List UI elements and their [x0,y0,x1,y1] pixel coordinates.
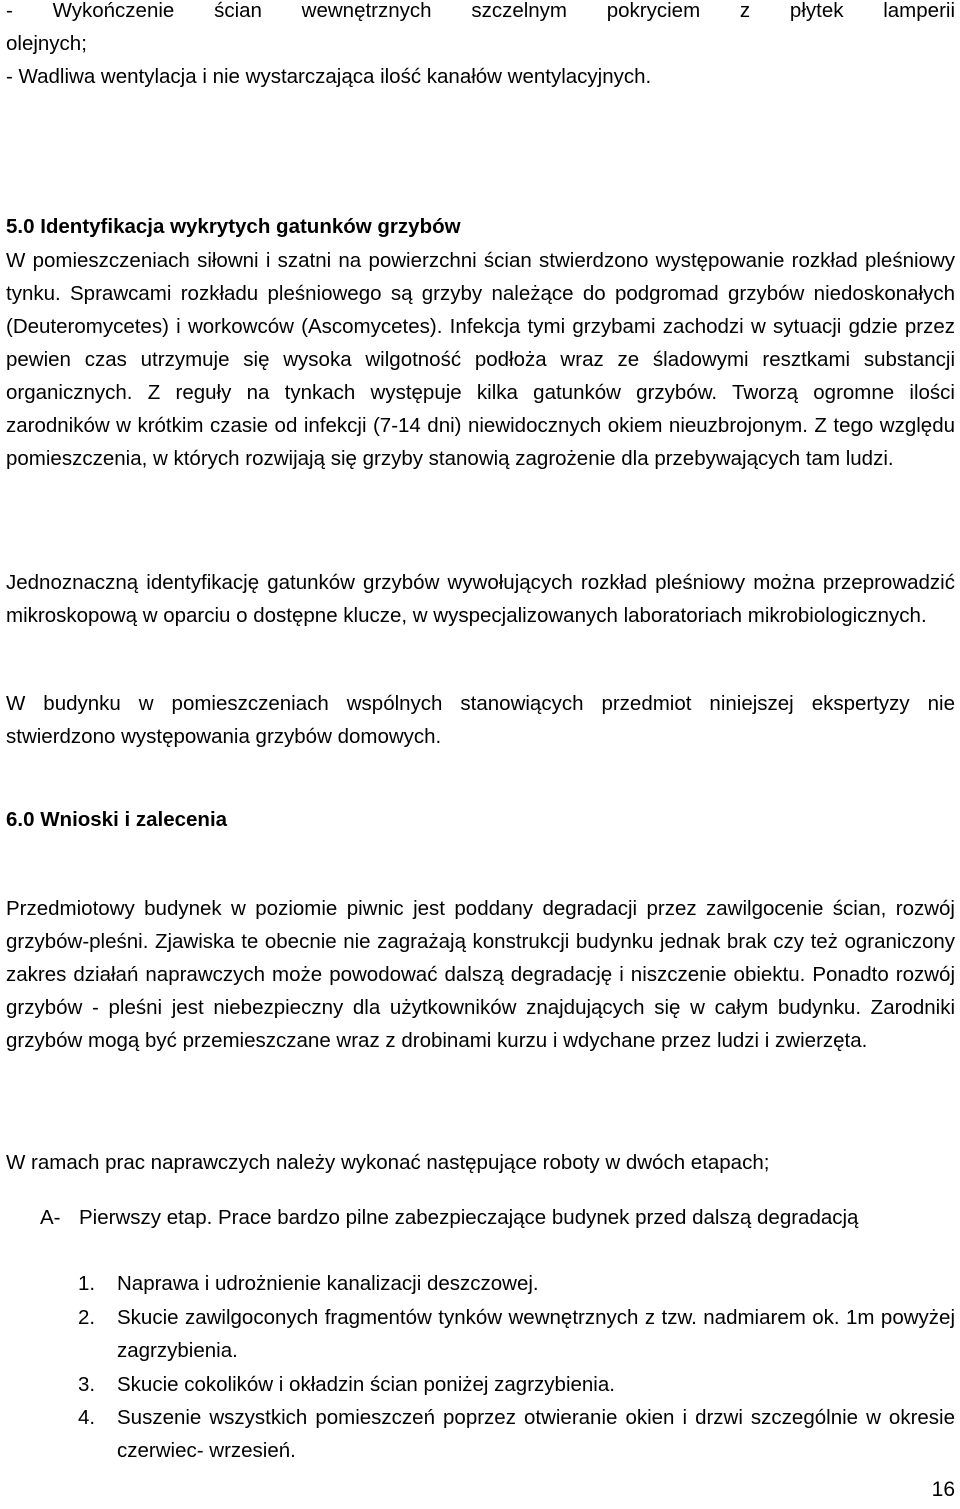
section-5-heading: 5.0 Identyfikacja wykrytych gatunków grzybów [6,215,461,238]
page-number: 16 [931,1478,955,1501]
top-list-item-1-line-2: olejnych; [6,32,87,55]
section-5-paragraph-2: Jednoznaczną identyfikację gatunków grzybów wywołujących rozkład pleśniowy można przeprowadzić mikroskopową w oparciu o dostępne klucze, w wyspecjalizowanych laboratoriach mikrobiologicznych. [6,571,955,627]
stage-a-item [6,1201,955,1234]
list-item-3-marker: 3. [78,1373,96,1396]
section-5-paragraph-3: W budynku w pomieszczeniach wspólnych stanowiących przedmiot niniejszej ekspertyzy nie stwierdzono występowania grzybów domowych. [6,692,955,748]
stage-a-text: Pierwszy etap. Prace bardzo pilne zabezpieczające budynek przed dalszą degradacją [79,1206,859,1229]
list-item-4-marker: 4. [78,1406,96,1429]
list-item-3-text: Skucie cokolików i okładzin ścian poniżej zagrzybienia. [117,1373,615,1396]
top-list-item-2: - Wadliwa wentylacja i nie wystarczająca ilość kanałów wentylacyjnych. [6,65,652,88]
list-item-4-text: Suszenie wszystkich pomieszczeń poprzez otwieranie okien i drzwi szczególnie w okresie czerwiec- wrzesień. [117,1406,955,1462]
top-list-item-1-line-1: - Wykończenie ścian wewnętrznych szczelnym pokryciem z płytek lamperii [6,0,955,22]
stage-a-list-item-4 [6,1401,955,1467]
stage-a-list-item-2 [6,1301,955,1367]
list-item-2-marker: 2. [78,1306,96,1329]
list-item-1-marker: 1. [78,1272,96,1295]
list-item-2-text: Skucie zawilgoconych fragmentów tynków wewnętrznych z tzw. nadmiarem ok. 1m powyżej zagrzybienia. [117,1306,955,1362]
stage-a-list-item-1 [6,1267,955,1300]
section-6-heading: 6.0 Wnioski i zalecenia [6,808,228,831]
list-item-1-text: Naprawa i udrożnienie kanalizacji deszczowej. [117,1272,539,1295]
section-5-paragraph-1: W pomieszczeniach siłowni i szatni na powierzchni ścian stwierdzono występowanie rozkład pleśniowy tynku. Sprawcami rozkładu pleśniowego są grzyby należące do podgromad grzybów niedoskonałych (Deuteromycetes) i workowców (Ascomycetes). Infekcja tymi grzybami zachodzi w sytuacji gdzie przez pewien czas utrzymuje się wysoka wilgotność podłoża wraz ze śladowymi resztkami substancji organicznych. Z reguły na tynkach występuje kilka gatunków grzybów. Tworzą ogromne ilości zarodników w krótkim czasie od infekcji (7-14 dni) niewidocznych okiem nieuzbrojonym. Z tego względu pomieszczenia, w których rozwijają się grzyby stanowią zagrożenie dla przebywających tam ludzi. [6,249,955,470]
top-list [6,0,955,93]
section-6-paragraph-1: Przedmiotowy budynek w poziomie piwnic jest poddany degradacji przez zawilgocenie ścian, rozwój grzybów-pleśni. Zjawiska te obecnie nie zagrażają konstrukcji budynku jednak brak czy też ograniczony zakres działań naprawczych może powodować dalszą degradację i niszczenie obiektu. Ponadto rozwój grzybów - pleśni jest niebezpieczny dla użytkowników znajdujących się w całym budynku. Zarodniki grzybów mogą być przemieszczane wraz z drobinami kurzu i wdychane przez ludzi i zwierzęta. [6,897,955,1052]
stage-a-list-item-3 [6,1368,955,1401]
stage-a-marker: A- [40,1206,61,1229]
section-6-works-intro: W ramach prac naprawczych należy wykonać następujące roboty w dwóch etapach; [6,1151,770,1174]
